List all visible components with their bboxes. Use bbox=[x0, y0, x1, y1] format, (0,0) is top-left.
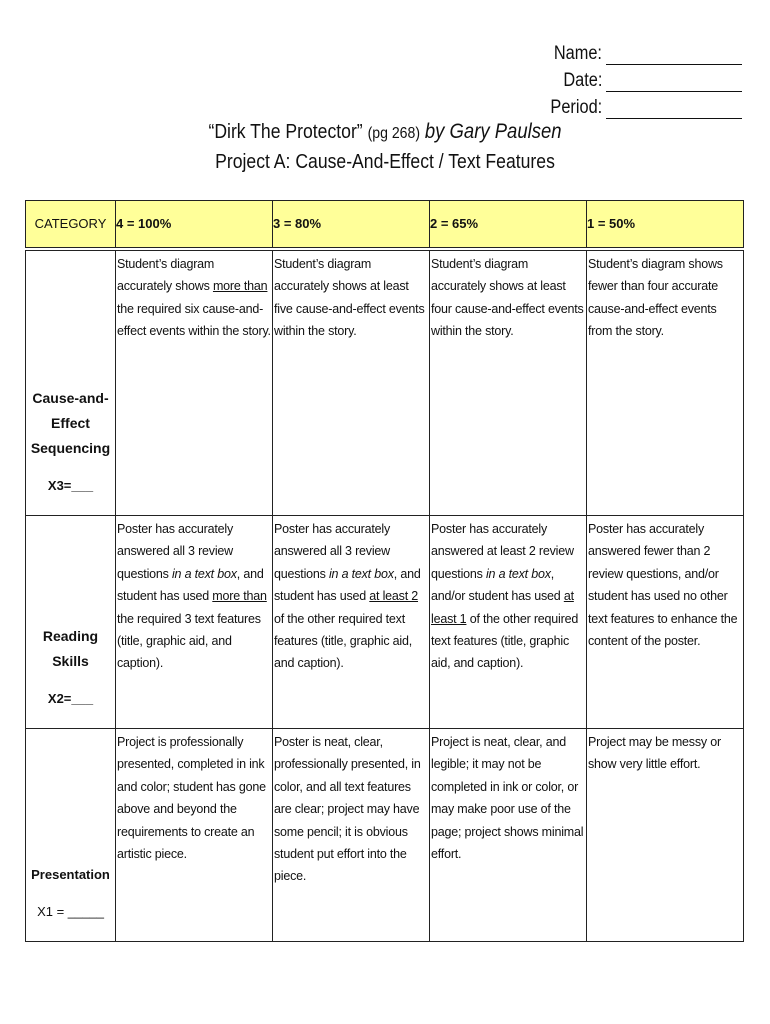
header-score-1: 1 = 50% bbox=[587, 201, 744, 248]
name-row bbox=[482, 38, 742, 65]
header-category: CATEGORY bbox=[26, 201, 116, 248]
criteria-cell: Student’s diagram accurately shows at least five cause-and-effect events within the story. bbox=[273, 251, 430, 516]
criteria-cell: Project is professionally presented, completed in ink and color; student has gone above and beyond the requirements to create an artistic piece. bbox=[116, 729, 273, 942]
criteria-cell: Poster is neat, clear, professionally presented, in color, and all text features are clear; project may have some pencil; it is obvious student put effort into the piece. bbox=[273, 729, 430, 942]
category-name-line: Sequencing bbox=[30, 439, 111, 456]
page-ref: (pg 268) bbox=[367, 125, 421, 142]
category-name-line: Reading Skills bbox=[42, 627, 99, 669]
header-score-4: 4 = 100% bbox=[116, 201, 273, 248]
category-score[interactable]: X1 = _____ bbox=[37, 903, 104, 919]
book-name: “Dirk The Protector” bbox=[208, 121, 363, 143]
category-name-line: Effect bbox=[51, 414, 90, 431]
category-name-line: Cause-and- bbox=[32, 389, 109, 406]
header-score-3: 3 = 80% bbox=[273, 201, 430, 248]
criteria-cell: Student’s diagram accurately shows more than the required six cause-and-effect events within the story. bbox=[116, 251, 273, 516]
criteria-cell: Poster has accurately answered all 3 review questions in a text box, and student has used at least 2 of the other required text features (title, graphic aid, and caption). bbox=[273, 516, 430, 729]
criteria-cell: Student’s diagram shows fewer than four accurate cause-and-effect events from the story. bbox=[587, 251, 744, 516]
date-blank[interactable] bbox=[606, 71, 742, 92]
project-title: Project A: Cause-And-Effect / Text Features bbox=[215, 151, 555, 173]
category-reading-skills bbox=[26, 516, 116, 729]
date-label: Date: bbox=[562, 70, 602, 91]
category-name-line: Presentation bbox=[31, 866, 110, 882]
book-title bbox=[46, 120, 724, 144]
row-presentation bbox=[26, 729, 744, 942]
criteria-cell: Project may be messy or show very little effort. bbox=[587, 729, 744, 942]
name-label: Name: bbox=[553, 43, 602, 64]
row-cause-effect bbox=[26, 251, 744, 516]
name-blank[interactable] bbox=[606, 44, 742, 65]
period-label: Period: bbox=[550, 97, 602, 118]
criteria-cell: Student’s diagram accurately shows at least four cause-and-effect events within the story. bbox=[430, 251, 587, 516]
category-score[interactable]: X3=___ bbox=[47, 477, 94, 493]
header-row bbox=[26, 201, 744, 248]
author: by Gary Paulsen bbox=[424, 120, 562, 143]
category-score[interactable]: X2=___ bbox=[47, 690, 94, 706]
category-presentation bbox=[26, 729, 116, 942]
student-info bbox=[482, 38, 742, 119]
period-blank[interactable] bbox=[606, 98, 742, 119]
rubric-table bbox=[25, 200, 744, 942]
criteria-cell: Poster has accurately answered fewer than 2 review questions, and/or student has used no other text features to enhance the content of the poster. bbox=[587, 516, 744, 729]
date-row bbox=[482, 65, 742, 92]
header-score-2: 2 = 65% bbox=[430, 201, 587, 248]
row-reading-skills bbox=[26, 516, 744, 729]
category-cause-effect bbox=[26, 251, 116, 516]
period-row bbox=[482, 92, 742, 119]
criteria-cell: Poster has accurately answered at least 2 review questions in a text box, and/or student has used at least 1 of the other required text features (title, graphic aid, and caption). bbox=[430, 516, 587, 729]
criteria-cell: Project is neat, clear, and legible; it may not be completed in ink or color, or may make poor use of the page; project shows minimal effort. bbox=[430, 729, 587, 942]
criteria-cell: Poster has accurately answered all 3 review questions in a text box, and student has used more than the required 3 text features (title, graphic aid, and caption). bbox=[116, 516, 273, 729]
